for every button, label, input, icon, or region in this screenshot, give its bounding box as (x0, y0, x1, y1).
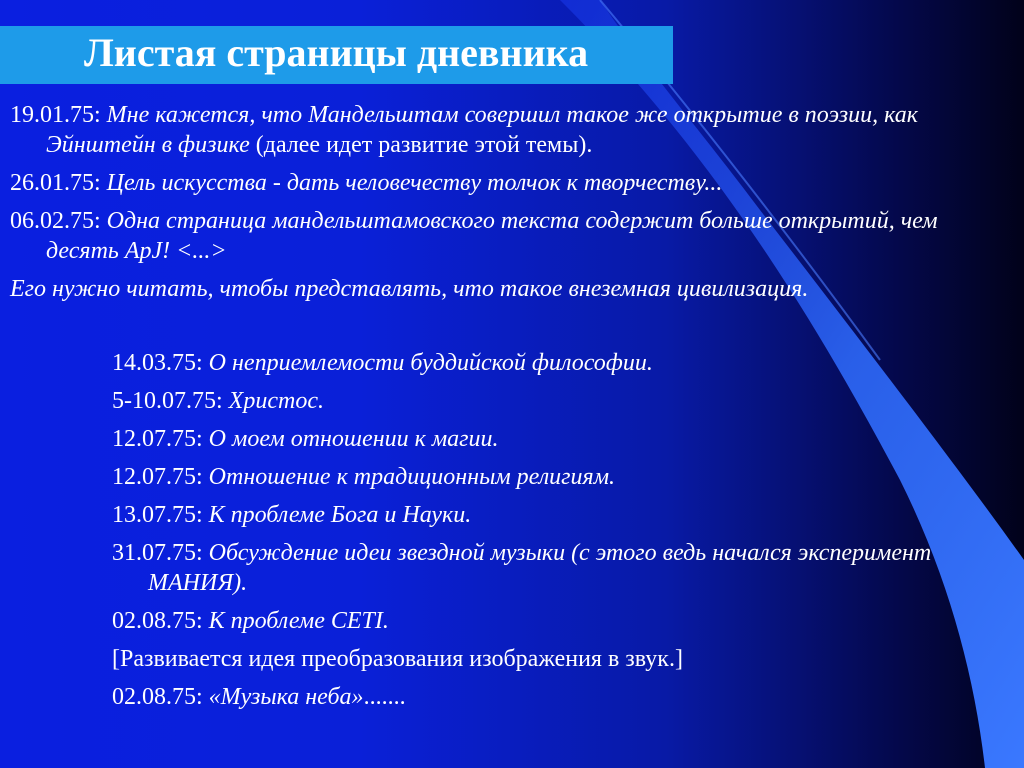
diary-entry (112, 682, 988, 712)
entry-text: Цель искусства - дать человечеству толчок к творчеству... (106, 170, 723, 196)
entry-date: 26.01.75: (10, 170, 107, 196)
diary-entry (10, 100, 986, 160)
entry-note: [Развивается идея преобразования изображения в звук.] (112, 646, 683, 672)
entry-text: Обсуждение идеи звездной музыки (с этого ведь начался эксперимент МАНИЯ). (148, 540, 932, 596)
entry-date: 02.08.75: (112, 684, 209, 710)
diary-entry (112, 462, 988, 492)
diary-entry (10, 274, 950, 304)
entry-text: О неприемлемости буддийской философии. (208, 350, 653, 376)
diary-entry (112, 538, 988, 598)
page-title: Листая страницы дневника (84, 30, 589, 75)
entry-note: (далее идет развитие этой темы). (249, 132, 593, 158)
entry-text: К проблеме Бога и Науки. (208, 502, 472, 528)
entry-date: 06.02.75: (10, 208, 107, 234)
diary-entry (112, 348, 988, 378)
entry-date: 19.01.75: (10, 102, 107, 128)
entry-text: Христос. (228, 388, 324, 414)
entry-text: Отношение к традиционным религиям. (208, 464, 616, 490)
diary-entry (112, 644, 988, 674)
entry-text: Мне кажется, что Мандельштам совершил такое же открытие в поэзии, как Эйнштейн в физике (46, 102, 918, 158)
diary-entry (112, 606, 988, 636)
diary-entry (112, 500, 988, 530)
entry-note: ....... (363, 684, 406, 710)
entry-date: 12.07.75: (112, 464, 209, 490)
entry-date: 02.08.75: (112, 608, 209, 634)
entry-text: Его нужно читать, чтобы представлять, что такое внеземная цивилизация. (10, 276, 809, 302)
diary-entry (10, 206, 986, 266)
entry-text: К проблеме СЕТI. (208, 608, 389, 634)
diary-entry (10, 168, 986, 198)
entry-date: 14.03.75: (112, 350, 209, 376)
entry-text: «Музыка неба» (208, 684, 364, 710)
entry-text: Одна страница мандельштамовского текста содержит больше открытий, чем десять АрJ! <...> (46, 208, 938, 264)
entry-date: 5-10.07.75: (112, 388, 229, 414)
entry-date: 12.07.75: (112, 426, 209, 452)
entry-date: 31.07.75: (112, 540, 209, 566)
diary-entry (112, 424, 988, 454)
diary-entry (112, 386, 988, 416)
entry-text: О моем отношении к магии. (208, 426, 499, 452)
entry-date: 13.07.75: (112, 502, 209, 528)
